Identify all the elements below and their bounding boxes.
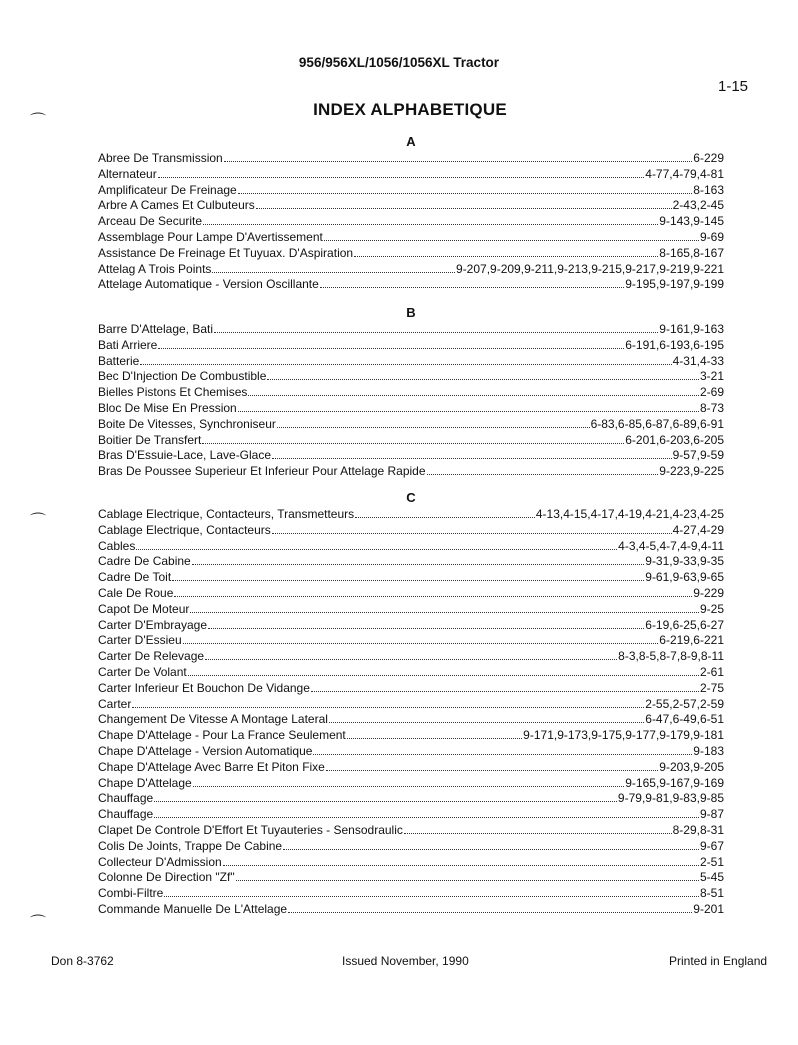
index-entry [98,539,724,555]
entry-pages: 9-67 [699,838,724,853]
index-section-b [98,304,724,480]
index-entry [98,681,724,697]
entry-name: Attelag A Trois Points [98,261,212,276]
index-entry [98,886,724,902]
index-entry [98,354,724,370]
entry-name: Cadre De Cabine [98,554,191,569]
index-entry [98,728,724,744]
entry-pages: 2-61 [699,664,724,679]
index-entry [98,183,724,199]
index-entry [98,338,724,354]
index-entry [98,807,724,823]
entry-name: Collecteur D'Admission [98,854,222,869]
entry-name: Bras De Poussee Superieur Et Inferieur Pour Attelage Rapide [98,464,426,479]
index-entry [98,433,724,449]
dot-leader [203,214,658,225]
section-letter: C [406,490,416,505]
dot-leader [329,712,644,723]
index-entry [98,262,724,278]
entry-name: Colis De Joints, Trappe De Cabine [98,838,283,853]
dot-leader [192,554,645,565]
entry-name: Commande Manuelle De L'Attelage [98,901,288,916]
entry-pages: 4-13,4-15,4-17,4-19,4-21,4-23,4-25 [535,507,724,521]
index-entry [98,823,724,839]
entry-pages: 9-203,9-205 [659,759,724,774]
entry-name: Alternateur [98,166,157,181]
entry-pages: 9-229 [693,585,724,600]
dot-leader [324,230,699,241]
dot-leader [277,417,590,428]
index-entry [98,633,724,649]
dot-leader [326,760,658,771]
index-entry [98,385,724,401]
entry-pages: 5-45 [699,870,724,885]
entry-name: Cablage Electrique, Contacteurs, Transmetteurs [98,507,355,521]
index-entry [98,322,724,338]
entry-name: Abree De Transmission [98,151,223,165]
entry-pages: 2-51 [699,854,724,869]
punch-hole-mark: ⌒ [30,915,47,932]
index-entry [98,151,724,167]
footer-issue-date: Issued November, 1990 [342,954,469,968]
entry-name: Colonne De Direction "Zf" [98,870,235,885]
dot-leader [174,586,692,597]
index-entry [98,523,724,539]
dot-leader [205,649,617,660]
index-section-a [98,133,724,293]
entry-pages: 9-57,9-59 [672,448,724,463]
entry-name: Attelage Automatique - Version Oscillante [98,277,319,292]
entry-pages: 9-195,9-197,9-199 [625,277,724,292]
index-entry [98,246,724,262]
entry-name: Changement De Vitesse A Montage Lateral [98,712,328,727]
entry-pages: 2-55,2-57,2-59 [645,696,724,711]
entry-pages: 9-31,9-33,9-35 [645,554,724,569]
dot-leader [190,602,699,613]
entry-name: Assistance De Freinage Et Tuyuax. D'Aspiration [98,245,354,260]
entry-pages: 9-183 [693,743,724,758]
entry-name: Chape D'Attelage Avec Barre Et Piton Fixe [98,759,325,774]
entry-pages: 6-191,6-193,6-195 [625,337,724,352]
entry-pages: 8-3,8-5,8-7,8-9,8-11 [618,649,724,664]
dot-leader [214,322,658,333]
entry-name: Carter D'Embrayage [98,617,207,632]
index-entry [98,369,724,385]
dot-leader [202,433,624,444]
entry-name: Barre D'Attelage, Bati [98,322,214,336]
entry-pages: 9-165,9-167,9-169 [625,775,724,790]
entry-name: Chape D'Attelage [98,775,192,790]
entry-name: Chape D'Attelage - Version Automatique [98,743,313,758]
index-entry [98,649,724,665]
index-entry [98,791,724,807]
index-entry [98,665,724,681]
index-entry [98,870,724,886]
entry-name: Cale De Roue [98,585,174,600]
index-entry [98,586,724,602]
entry-pages: 9-87 [699,807,724,822]
index-entry [98,776,724,792]
dot-leader [238,401,699,412]
dot-leader [404,823,672,834]
dot-leader [188,665,699,676]
entry-pages: 9-143,9-145 [659,214,724,229]
index-entry [98,230,724,246]
entry-pages: 8-163 [693,182,724,197]
dot-leader [164,886,699,897]
entry-pages: 2-43,2-45 [672,198,724,213]
dot-leader [248,385,699,396]
punch-hole-mark: ⌒ [30,113,47,130]
entry-pages: 4-77,4-79,4-81 [645,166,724,181]
entry-name: Carter Inferieur Et Bouchon De Vidange [98,680,310,695]
entry-name: Arbre A Cames Et Culbuteurs [98,198,255,213]
entry-name: Carter [98,696,132,711]
dot-leader [183,633,659,644]
entry-name: Chauffage [98,807,154,822]
entry-name: Bec D'Injection De Combustible [98,369,267,384]
entry-name: Bielles Pistons Et Chemises [98,385,248,400]
index-entry [98,448,724,464]
dot-leader [354,246,658,257]
entry-pages: 2-75 [699,680,724,695]
entry-pages: 6-19,6-25,6-27 [645,617,724,632]
entry-name: Bati Arriere [98,337,158,352]
dot-leader [154,791,617,802]
index-entry [98,198,724,214]
index-entry [98,618,724,634]
entry-pages: 4-3,4-5,4-7,4-9,4-11 [618,538,724,553]
dot-leader [172,570,644,581]
index-title: INDEX ALPHABETIQUE [313,100,507,119]
dot-leader [154,807,699,818]
entry-name: Boite De Vitesses, Synchroniseur [98,416,276,431]
index-entry [98,902,724,918]
punch-hole-mark: ⌒ [30,513,47,530]
entry-name: Combi-Filtre [98,886,164,901]
dot-leader [140,354,671,365]
dot-leader [347,728,522,739]
entry-pages: 9-171,9-173,9-175,9-177,9-179,9-181 [523,728,724,743]
entry-pages: 2-69 [699,385,724,400]
entry-name: Cadre De Toit [98,570,172,585]
dot-leader [272,523,672,534]
dot-leader [272,448,672,459]
entry-name: Carter De Volant [98,664,187,679]
index-entry [98,401,724,417]
footer-document-number: Don 8-3762 [51,954,114,968]
dot-leader [236,870,699,881]
dot-leader [288,902,692,913]
section-letter: A [406,134,416,149]
index-entry [98,602,724,618]
entry-pages: 3-21 [699,369,724,384]
entry-pages: 6-83,6-85,6-87,6-89,6-91 [590,416,724,431]
index-entry [98,744,724,760]
entry-pages: 9-69 [699,229,724,244]
entry-name: Clapet De Controle D'Effort Et Tuyauteries - Sensodraulic [98,822,403,837]
index-entry [98,277,724,293]
entry-name: Chape D'Attelage - Pour La France Seulement [98,728,346,743]
index-entry [98,507,724,523]
entry-pages: 9-161,9-163 [659,322,724,336]
index-entry [98,464,724,480]
entry-name: Assemblage Pour Lampe D'Avertissement [98,229,323,244]
index-entry [98,167,724,183]
document-title: 956/956XL/1056/1056XL Tractor [298,55,500,70]
dot-leader [158,167,645,178]
entry-pages: 8-73 [699,400,724,415]
entry-name: Arceau De Securite [98,214,203,229]
entry-pages: 4-27,4-29 [672,522,724,537]
index-entry [98,839,724,855]
entry-name: Bloc De Mise En Pression [98,400,237,415]
page-number: 1-15 [718,78,749,95]
dot-leader [224,151,693,162]
dot-leader [132,697,644,708]
entry-name: Carter De Relevage [98,649,205,664]
dot-leader [223,855,699,866]
dot-leader [256,198,672,209]
entry-pages: 8-29,8-31 [672,822,724,837]
index-entry [98,417,724,433]
dot-leader [311,681,699,692]
entry-pages: 9-25 [699,601,724,616]
footer-print-location: Printed in England [669,954,768,968]
entry-pages: 8-51 [699,886,724,901]
index-entry [98,697,724,713]
entry-name: Batterie [98,353,140,368]
entry-pages: 9-207,9-209,9-211,9-213,9-215,9-217,9-219,9-221 [456,261,724,276]
entry-name: Boitier De Transfert [98,432,202,447]
dot-leader [193,776,625,787]
dot-leader [283,839,699,850]
dot-leader [320,277,624,288]
dot-leader [212,262,455,273]
dot-leader [313,744,692,755]
entry-name: Cables [98,538,136,553]
entry-name: Cablage Electrique, Contacteurs [98,522,271,537]
dot-leader [238,183,693,194]
index-entry [98,214,724,230]
entry-name: Capot De Moteur [98,601,190,616]
dot-leader [427,464,659,475]
dot-leader [208,618,644,629]
entry-pages: 6-219,6-221 [659,633,724,648]
dot-leader [267,369,699,380]
entry-name: Carter D'Essieu [98,633,182,648]
entry-pages: 9-61,9-63,9-65 [645,570,724,585]
dot-leader [136,539,617,550]
index-entry [98,712,724,728]
entry-pages: 8-165,8-167 [659,245,724,260]
entry-name: Amplificateur De Freinage [98,182,237,197]
entry-pages: 9-201 [693,901,724,916]
entry-pages: 6-201,6-203,6-205 [625,432,724,447]
section-letter: B [406,305,416,320]
entry-name: Bras D'Essuie-Lace, Lave-Glace [98,448,272,463]
dot-leader [158,338,624,349]
entry-name: Chauffage [98,791,154,806]
entry-pages: 6-47,6-49,6-51 [645,712,724,727]
entry-pages: 6-229 [693,151,724,165]
entry-pages: 9-79,9-81,9-83,9-85 [617,791,724,806]
dot-leader [355,507,535,518]
index-entry [98,570,724,586]
index-entry [98,855,724,871]
index-entry [98,760,724,776]
entry-pages: 4-31,4-33 [672,353,724,368]
entry-pages: 9-223,9-225 [659,464,724,479]
index-entry [98,554,724,570]
index-section-c [98,489,724,918]
